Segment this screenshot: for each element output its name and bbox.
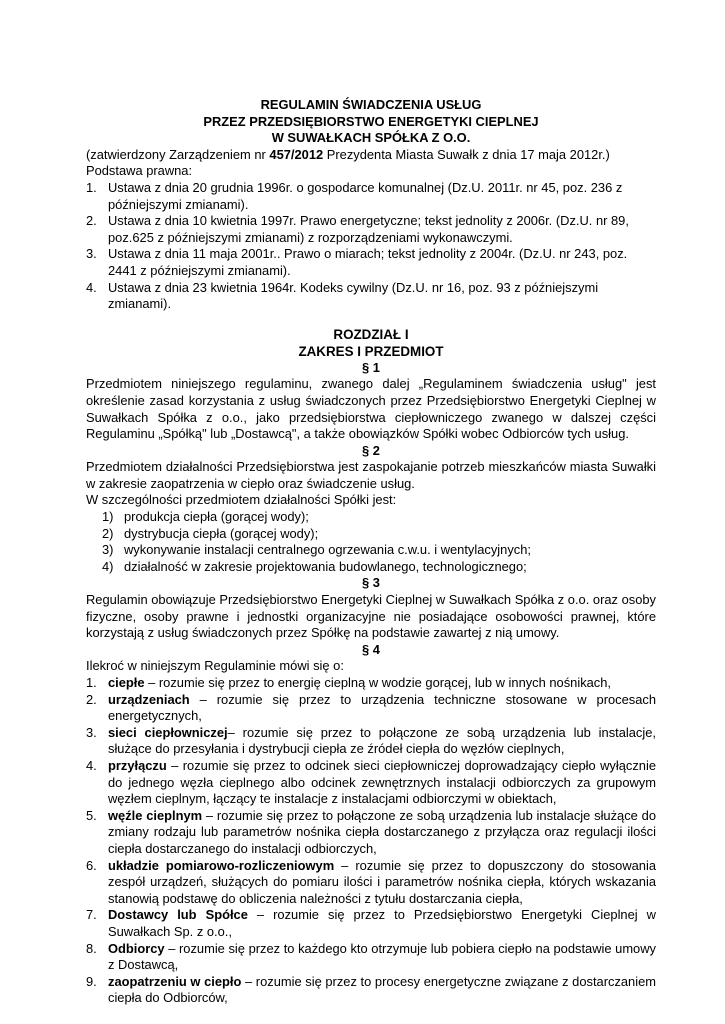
title-line-1: REGULAMIN ŚWIADCZENIA USŁUG bbox=[260, 97, 482, 112]
definition-item: 5. węźle cieplnym – rozumie się przez to połączone ze sobą urządzenia lub instalacje służące do zmiany rodzaju lub parametrów nośnika ciepła dostarczanego z przyłącza oraz regulacji ilości ciepła dostarczanego do instalacji odbiorczych, bbox=[86, 807, 656, 856]
section-2-text: Przedmiotem działalności Przedsiębiorstwa jest zaspokajanie potrzeb mieszkańców miasta Suwałki w zakresie zaopatrzenia w ciepło oraz świadczenie usług. bbox=[86, 459, 656, 491]
section-3-text: Regulamin obowiązuje Przedsiębiorstwo Energetyki Cieplnej w Suwałkach Spółka z o.o. oraz osoby fizyczne, osoby prawne i jednostki organizacyjne nie posiadające osobowości prawnej, które korzystają z usług świadczonych przez Spółkę na podstawie zawartej z nią umowy. bbox=[86, 592, 656, 641]
list-item: 4) działalność w zakresie projektowania budowlanego, technologicznego; bbox=[102, 558, 527, 574]
list-item: 4. Ustawa z dnia 23 kwietnia 1964r. Kodeks cywilny (Dz.U. nr 16, poz. 93 z późniejszymi zmianami). bbox=[86, 279, 599, 312]
section-1-text: Przedmiotem niniejszego regulaminu, zwanego dalej „Regulaminem świadczenia usług" jest określenie zasad korzystania z usług świadczonych przez Przedsiębiorstwo Energetyki Cieplnej w Suwałkach Spółka z o.o., jako przedsiębiorstwa ciepłowniczego zwanego w dalszej części Regulaminu „Spółką" lub „Dostawcą", a także obowiązków Spółki wobec Odbiorców tych usług. bbox=[86, 376, 656, 442]
definition-item: 4. przyłączu – rozumie się przez to odcinek sieci ciepłowniczej doprowadzający ciepło wyłącznie do jednego węzła cieplnego albo odcinek zewnętrznych instalacji odbiorczych za grupowym węzłem cieplnym, łączący te instalacje z instalacjami odbiorczymi w obiektach, bbox=[86, 757, 656, 807]
chapter-number: ROZDZIAŁ I bbox=[333, 326, 409, 342]
chapter-name: ZAKRES I PRZEDMIOT bbox=[298, 343, 444, 359]
list-item: 3) wykonywanie instalacji centralnego ogrzewania c.w.u. i wentylacyjnych; bbox=[102, 542, 531, 558]
section-4-mark: § 4 bbox=[362, 641, 380, 657]
title-line-3: W SUWAŁKACH SPÓŁKA Z O.O. bbox=[271, 130, 471, 146]
definition-item: 6. układzie pomiarowo-rozliczeniowym – rozumie się przez to dopuszczony do stosowania zespół urządzeń, służących do pomiaru ilości i parametrów nośnika ciepła, których wskazania stanowią podstawę do obliczenia należności z tytułu dostarczania ciepła, bbox=[86, 857, 656, 906]
section-3-mark: § 3 bbox=[362, 575, 380, 591]
list-item: 3. Ustawa z dnia 11 maja 2001r.. Prawo o miarach; tekst jednolity z 2004r. (Dz.U. nr 243, poz. 2441 z późniejszymi zmianami). bbox=[86, 246, 628, 278]
legal-basis-heading: Podstawa prawna: bbox=[86, 163, 193, 179]
document-page bbox=[86, 97, 656, 1007]
section-1-mark: § 1 bbox=[362, 359, 380, 375]
definition-item: 9. zaopatrzeniu w ciepło – rozumie się przez to procesy energetyczne związane z dostarczaniem ciepła do Odbiorców, bbox=[86, 973, 657, 1006]
definition-item: 8. Odbiorcy – rozumie się przez to każdego kto otrzymuje lub pobiera ciepło na podstawie umowy z Dostawcą, bbox=[86, 940, 656, 973]
section-2-intro: W szczególności przedmiotem działalności Spółki jest: bbox=[86, 492, 397, 508]
chapter-heading bbox=[86, 326, 656, 360]
list-item: 2) dystrybucja ciepła (gorącej wody); bbox=[102, 525, 319, 541]
ordinance-number: 457/2012 bbox=[269, 146, 324, 162]
section-2-mark: § 2 bbox=[362, 442, 380, 458]
list-item: 1. Ustawa z dnia 20 grudnia 1996r. o gospodarce komunalnej (Dz.U. 2011r. nr 45, poz. 236 z późniejszymi zmianami). bbox=[86, 179, 623, 212]
activity-list bbox=[86, 509, 656, 575]
legal-basis-list bbox=[86, 180, 656, 313]
definitions-list bbox=[86, 675, 656, 1007]
definition-item: 3. sieci ciepłowniczej– rozumie się przez to połączone ze sobą urządzenia lub instalacje, służące do przesyłania i dystrybucji ciepła ze źródeł ciepła do węzłów cieplnych, bbox=[86, 724, 656, 757]
definition-item: 2. urządzeniach – rozumie się przez to urządzenia techniczne stosowane w procesach energetycznych, bbox=[86, 691, 656, 724]
document-title bbox=[86, 97, 656, 147]
list-item: 2. Ustawa z dnia 10 kwietnia 1997r. Prawo energetyczne; tekst jednolity z 2006r. (Dz.U. nr 89, poz.625 z późniejszymi zmianami) z rozporządzeniami wykonawczymi. bbox=[86, 213, 629, 245]
list-item: 1) produkcja ciepła (gorącej wody); bbox=[102, 509, 309, 525]
section-4-intro: Ilekroć w niniejszym Regulaminie mówi się o: bbox=[86, 658, 344, 674]
title-line-2: PRZEZ PRZEDSIĘBIORSTWO ENERGETYKI CIEPLNEJ bbox=[203, 113, 539, 129]
definition-item: 1. ciepłe – rozumie się przez to energię cieplną w wodzie gorącej, lub w innych nośnikach, bbox=[86, 675, 612, 690]
definition-item: 7. Dostawcy lub Spółce – rozumie się przez to Przedsiębiorstwo Energetyki Cieplnej w Suwałkach Sp. z o.o., bbox=[86, 907, 656, 939]
approval-note: (zatwierdzony Zarządzeniem nr 457/2012 Prezydenta Miasta Suwałk z dnia 17 maja 2012r.) bbox=[86, 146, 610, 162]
